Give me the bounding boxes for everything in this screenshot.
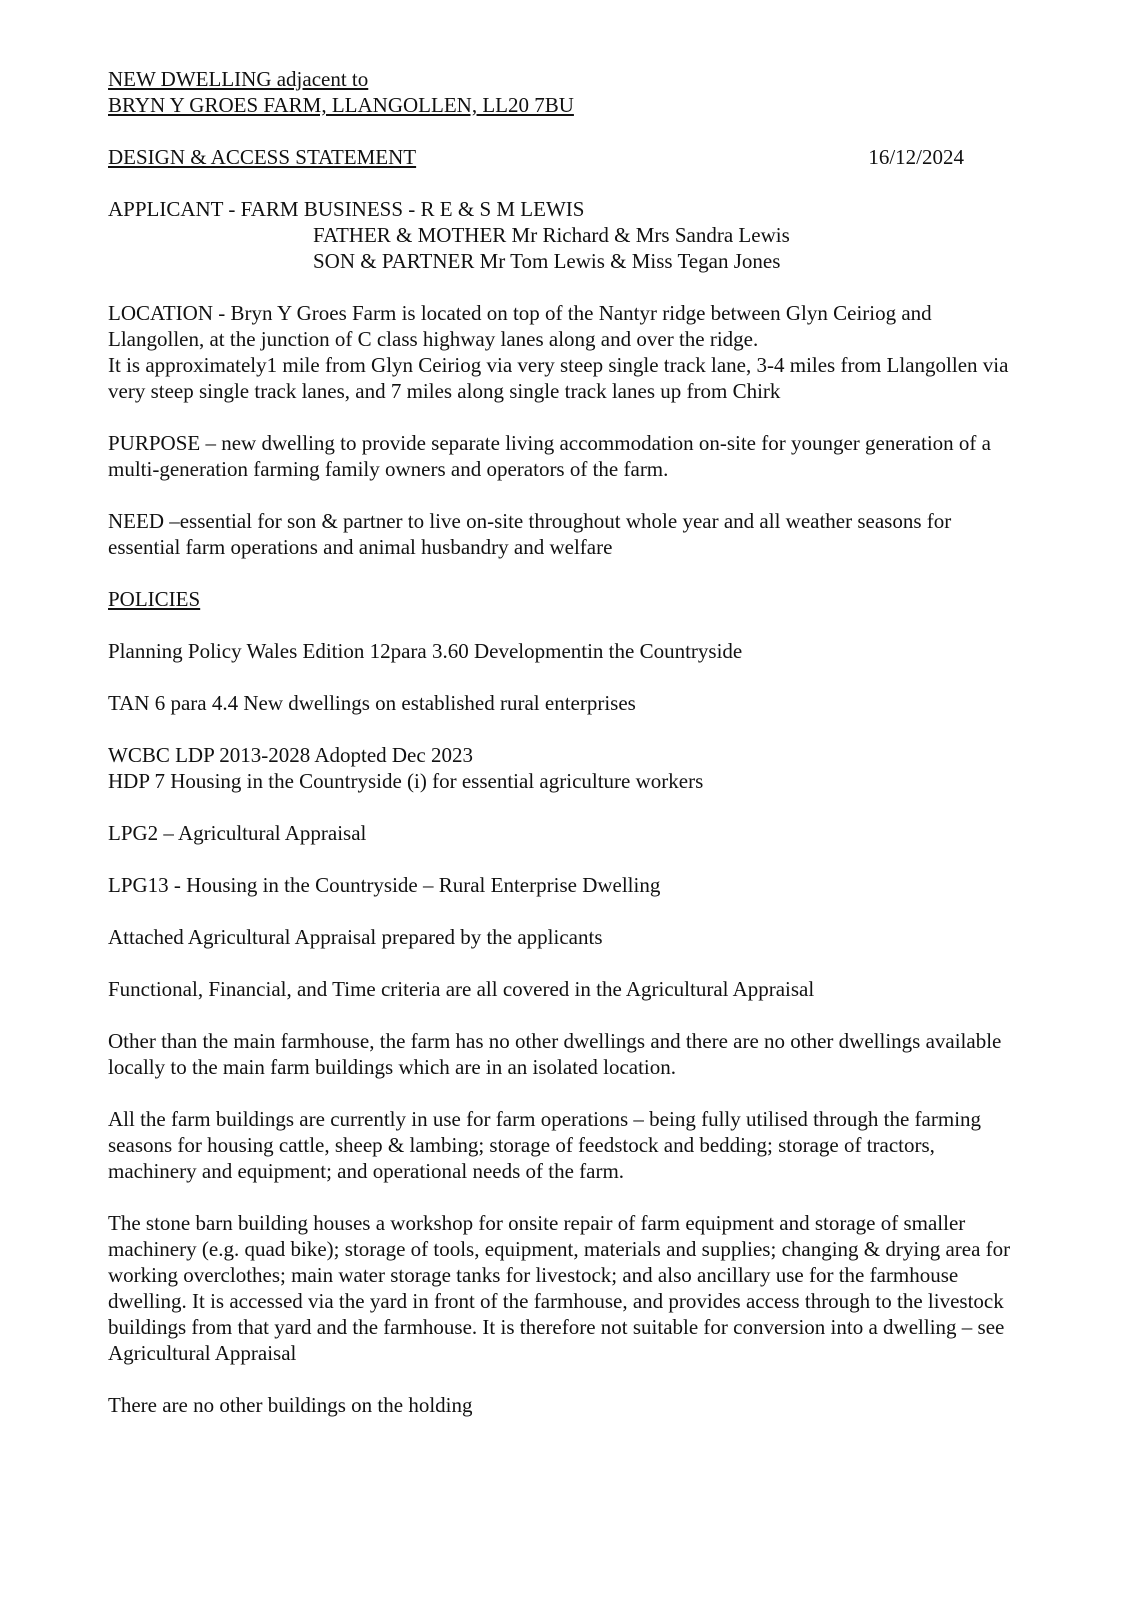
statement-row	[108, 144, 964, 170]
applicant-line-3: SON & PARTNER Mr Tom Lewis & Miss Tegan Jones	[313, 249, 781, 273]
title-line-1: NEW DWELLING adjacent to	[108, 67, 369, 91]
applicant-line-1: APPLICANT - FARM BUSINESS - R E & S M LEWIS	[108, 197, 585, 221]
other-dwellings-paragraph: Other than the main farmhouse, the farm has no other dwellings and there are no other dwellings available locally to the main farm buildings which are in an isolated location.	[108, 1029, 1002, 1079]
policy-ppw: Planning Policy Wales Edition 12para 3.60 Developmentin the Countryside	[108, 639, 743, 663]
statement-date: 16/12/2024	[868, 145, 964, 169]
criteria-statement: Functional, Financial, and Time criteria are all covered in the Agricultural Appraisal	[108, 977, 815, 1001]
policy-lpg13: LPG13 - Housing in the Countryside – Rural Enterprise Dwelling	[108, 873, 661, 897]
applicant-line-2: FATHER & MOTHER Mr Richard & Mrs Sandra Lewis	[313, 223, 790, 247]
location-paragraph: LOCATION - Bryn Y Groes Farm is located on top of the Nantyr ridge between Glyn Ceiriog and Llangollen, at the junction of C class highway lanes along and over the ridge.	[108, 301, 932, 351]
policy-hdp7: HDP 7 Housing in the Countryside (i) for essential agriculture workers	[108, 769, 704, 793]
document-title	[108, 66, 1028, 118]
policy-ldp: WCBC LDP 2013-2028 Adopted Dec 2023	[108, 743, 473, 767]
statement-heading: DESIGN & ACCESS STATEMENT	[108, 145, 417, 169]
farm-buildings-paragraph: All the farm buildings are currently in use for farm operations – being fully utilised through the farming seasons for housing cattle, sheep & lambing; storage of feedstock and bedding; storage of tractors, machinery and equipment; and operational needs of the farm.	[108, 1107, 982, 1183]
applicant-block	[108, 196, 1028, 274]
policy-tan6: TAN 6 para 4.4 New dwellings on established rural enterprises	[108, 691, 636, 715]
stone-barn-paragraph: The stone barn building houses a workshop for onsite repair of farm equipment and storage of smaller machinery (e.g. quad bike); storage of tools, equipment, materials and supplies; changing & drying area for working overclothes; main water storage tanks for livestock; and also ancillary use for the farmhouse dwelling. It is accessed via the yard in front of the farmhouse, and provides access through to the livestock buildings from that yard and the farmhouse. It is therefore not suitable for conversion into a dwelling – see Agricultural Appraisal	[108, 1211, 1011, 1365]
location-paragraph-2: It is approximately1 mile from Glyn Ceiriog via very steep single track lane, 3-4 miles from Llangollen via very steep single track lanes, and 7 miles along single track lanes up from Chirk	[108, 353, 1009, 403]
title-line-2: BRYN Y GROES FARM, LLANGOLLEN, LL20 7BU	[108, 93, 574, 117]
attached-appraisal: Attached Agricultural Appraisal prepared by the applicants	[108, 925, 603, 949]
need-paragraph: NEED –essential for son & partner to live on-site throughout whole year and all weather seasons for essential farm operations and animal husbandry and welfare	[108, 509, 952, 559]
no-other-buildings: There are no other buildings on the holding	[108, 1393, 473, 1417]
policies-heading: POLICIES	[108, 587, 201, 611]
document-body	[108, 66, 1028, 1418]
policy-lpg2: LPG2 – Agricultural Appraisal	[108, 821, 367, 845]
purpose-paragraph: PURPOSE – new dwelling to provide separate living accommodation on-site for younger generation of a multi-generation farming family owners and operators of the farm.	[108, 431, 991, 481]
